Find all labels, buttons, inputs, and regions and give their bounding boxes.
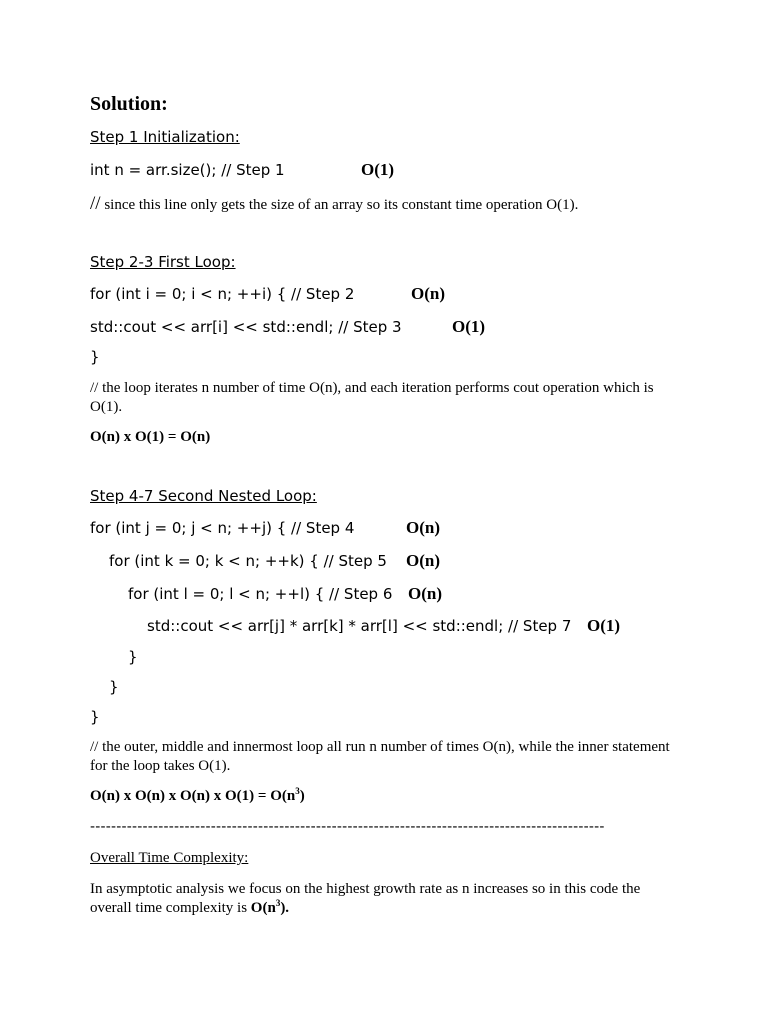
step23-line1-code: for (int i = 0; i < n; ++i) { // Step 2 xyxy=(90,285,355,303)
step47-result-end: ) xyxy=(299,788,305,804)
step47-comment: // the outer, middle and innermost loop all run n number of times O(n), while the inner statement for the loop takes O(1). xyxy=(90,739,670,774)
step47-brace-middle: } xyxy=(109,678,119,696)
step23-comment: // the loop iterates n number of time O(n), and each iteration performs cout operation which is O(1). xyxy=(90,380,654,415)
overall-result xyxy=(251,900,289,916)
step23-result: O(n) x O(1) = O(n) xyxy=(90,429,211,445)
overall-result-sup: 3 xyxy=(275,898,281,908)
step47-result-main: O(n) x O(n) x O(n) x O(1) = O(n xyxy=(90,788,296,804)
step47-line4-code: std::cout << arr[j] * arr[k] * arr[l] << std::endl; // Step 7 xyxy=(147,617,572,635)
step47-heading: Step 4-7 Second Nested Loop: xyxy=(90,487,317,505)
step47-result-sup: 3 xyxy=(295,786,300,796)
step1-comment-slashes: // xyxy=(90,193,101,214)
overall-heading: Overall Time Complexity: xyxy=(90,850,249,866)
step23-line1-complexity: O(n) xyxy=(411,284,445,303)
step47-line4-complexity: O(1) xyxy=(587,616,621,635)
step23-close-brace: } xyxy=(90,348,100,366)
step1-comment xyxy=(90,193,578,215)
step47-line3-complexity: O(n) xyxy=(408,584,442,603)
step47-brace-inner: } xyxy=(128,648,138,666)
step47-line2-complexity: O(n) xyxy=(406,551,440,570)
overall-result-end: ). xyxy=(280,900,290,916)
step47-line1-code: for (int j = 0; j < n; ++j) { // Step 4 xyxy=(90,519,355,537)
overall-result-main: O(n xyxy=(250,900,276,916)
step47-line2-code: for (int k = 0; k < n; ++k) { // Step 5 xyxy=(109,552,387,570)
overall-text-body: In asymptotic analysis we focus on the highest growth rate as n increases so in this code the overall time complexity is xyxy=(90,881,641,916)
step47-line3-code: for (int l = 0; l < n; ++l) { // Step 6 xyxy=(128,585,393,603)
step47-brace-outer: } xyxy=(90,708,100,726)
step23-line2-complexity: O(1) xyxy=(452,317,486,336)
divider-line: -------------------------------------------------------------------------------------------------- xyxy=(90,819,605,835)
step1-code: int n = arr.size(); // Step 1 xyxy=(90,161,285,179)
step1-heading: Step 1 Initialization: xyxy=(90,128,240,146)
step1-complexity: O(1) xyxy=(361,160,395,179)
solution-title: Solution: xyxy=(90,93,168,115)
step47-line1-complexity: O(n) xyxy=(406,518,440,537)
overall-text xyxy=(90,880,680,918)
step47-result xyxy=(90,788,305,805)
step23-line2-code: std::cout << arr[i] << std::endl; // Step 3 xyxy=(90,318,402,336)
step23-heading: Step 2-3 First Loop: xyxy=(90,253,236,271)
step1-comment-text: since this line only gets the size of an array so its constant time operation O(1). xyxy=(100,197,579,213)
